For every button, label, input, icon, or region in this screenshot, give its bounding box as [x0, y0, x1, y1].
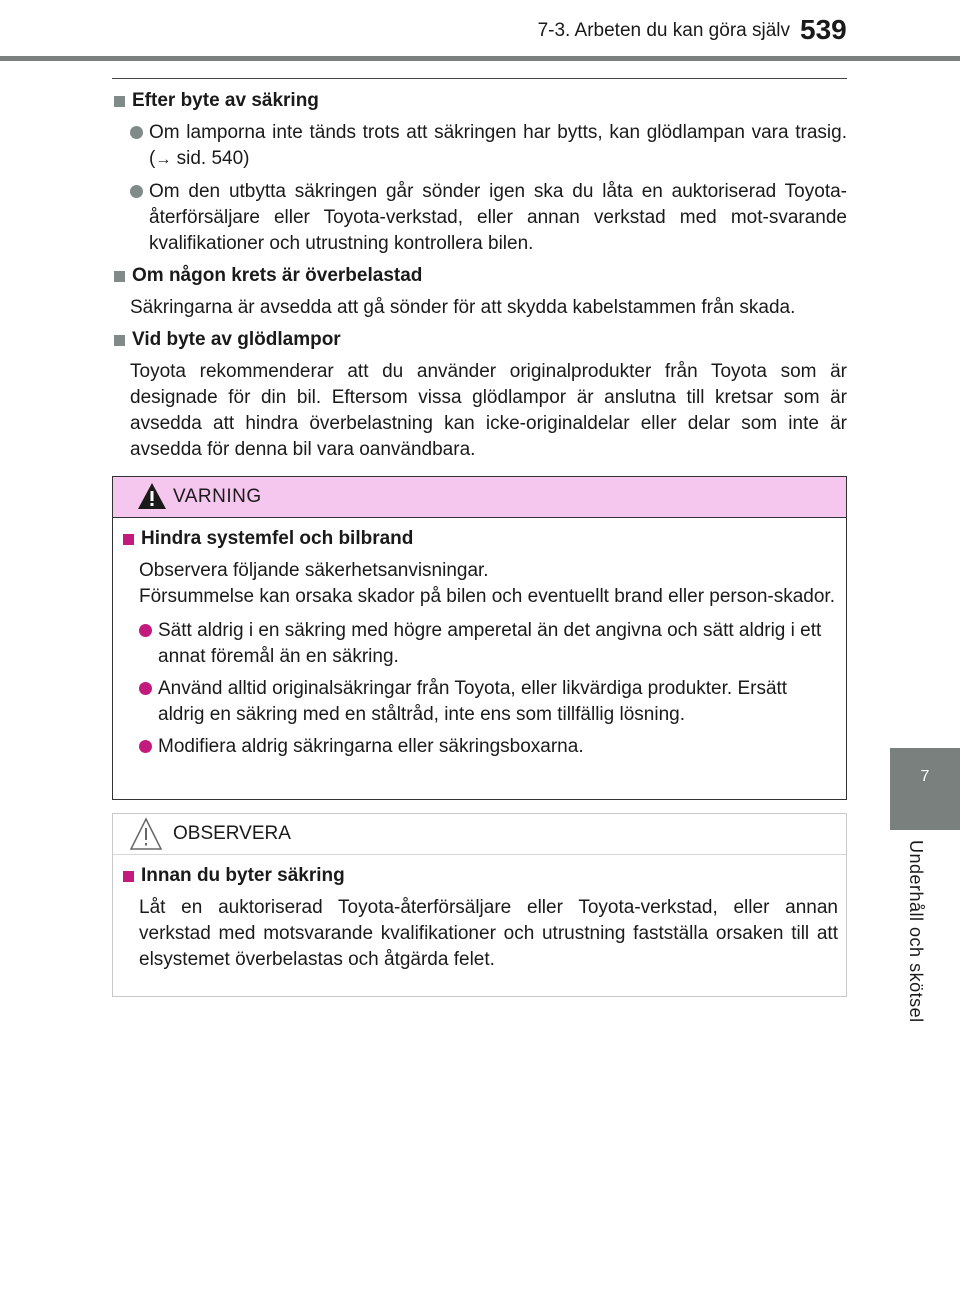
list-item: [139, 734, 838, 760]
warning-intro-line: Försummelse kan orsaka skador på bilen och eventuellt brand eller person-skador.: [139, 586, 835, 607]
chapter-tab: [890, 748, 960, 830]
warning-title: VARNING: [173, 486, 262, 507]
section-heading: [112, 327, 847, 353]
warning-heading: [121, 526, 838, 552]
list-item: [130, 120, 847, 173]
square-bullet-icon: [114, 335, 125, 346]
round-bullet-icon: [139, 740, 152, 753]
list-item: [139, 676, 838, 728]
square-bullet-icon: [114, 96, 125, 107]
chapter-number: 7: [920, 768, 930, 785]
heading-text: Efter byte av säkring: [132, 90, 319, 111]
heading-text: Om någon krets är överbelastad: [132, 265, 423, 286]
bullet-text: Om den utbytta säkringen går sönder igen ska du låta en auktoriserad Toyota-återförsäljare eller Toyota-verkstad, eller annan verkstad med mot-svarande kvalifikationer och utrustning kontrollera bilen.: [149, 181, 847, 254]
warning-intro-line: Observera följande säkerhetsanvisningar.: [139, 560, 489, 581]
arrow-icon: →: [155, 151, 172, 168]
page-number: 539: [800, 14, 847, 45]
warning-box: [112, 476, 847, 800]
bullet-text: Om lamporna inte tänds trots att säkringen har bytts, kan glödlampan vara trasig. (→ sid. 540): [149, 122, 847, 169]
heading-text: Vid byte av glödlampor: [132, 329, 341, 350]
section-title: 7-3. Arbeten du kan göra själv: [537, 20, 790, 41]
list-item: [139, 618, 838, 670]
main-content: [112, 88, 847, 463]
paragraph: Låt en auktoriserad Toyota-återförsäljare eller Toyota-verkstad, eller annan verkstad med motsvarande kvalifikationer och utrustning fastställa orsaken till att elsystemet överbelastas och åtgärda felet.: [139, 897, 838, 970]
section-heading: [112, 263, 847, 289]
caution-triangle-icon: [129, 817, 163, 851]
square-bullet-icon: [114, 271, 125, 282]
heading-text: Hindra systemfel och bilbrand: [141, 528, 414, 549]
bullet-text: Sätt aldrig i en säkring med högre amperetal än det angivna och sätt aldrig i ett annat föremål än en säkring.: [158, 620, 822, 667]
warning-triangle-icon: [137, 482, 167, 510]
section-heading: [112, 88, 847, 114]
header-rule: [0, 56, 890, 61]
warning-header: [113, 477, 846, 518]
round-bullet-icon: [130, 126, 143, 139]
round-bullet-icon: [130, 185, 143, 198]
bullet-text: Modifiera aldrig säkringarna eller säkringsboxarna.: [158, 736, 584, 757]
content-top-rule: [112, 78, 847, 79]
notice-heading: [121, 863, 838, 889]
paragraph: Toyota rekommenderar att du använder originalprodukter från Toyota som är designade för din bil. Eftersom vissa glödlampor är anslutna till kretsar som är avsedda att hindra överbelastning kan icke-originaldelar eller delar som inte är avsedda för denna bil vara oanvändbara.: [130, 361, 847, 460]
chapter-title: Underhåll och skötsel: [906, 840, 926, 1023]
square-bullet-icon: [123, 871, 134, 882]
square-bullet-icon: [123, 534, 134, 545]
heading-text: Innan du byter säkring: [141, 865, 345, 886]
bullet-text: Använd alltid originalsäkringar från Toyota, eller likvärdiga produkter. Ersätt aldrig en säkring med en ståltråd, inte ens som tillfällig lösning.: [158, 678, 788, 725]
round-bullet-icon: [139, 624, 152, 637]
notice-title: OBSERVERA: [173, 823, 291, 844]
notice-box: [112, 813, 847, 997]
list-item: [130, 179, 847, 257]
notice-header: [113, 814, 846, 855]
round-bullet-icon: [139, 682, 152, 695]
header-rule-tab: [890, 56, 960, 61]
paragraph: Säkringarna är avsedda att gå sönder för att skydda kabelstammen från skada.: [130, 297, 796, 318]
